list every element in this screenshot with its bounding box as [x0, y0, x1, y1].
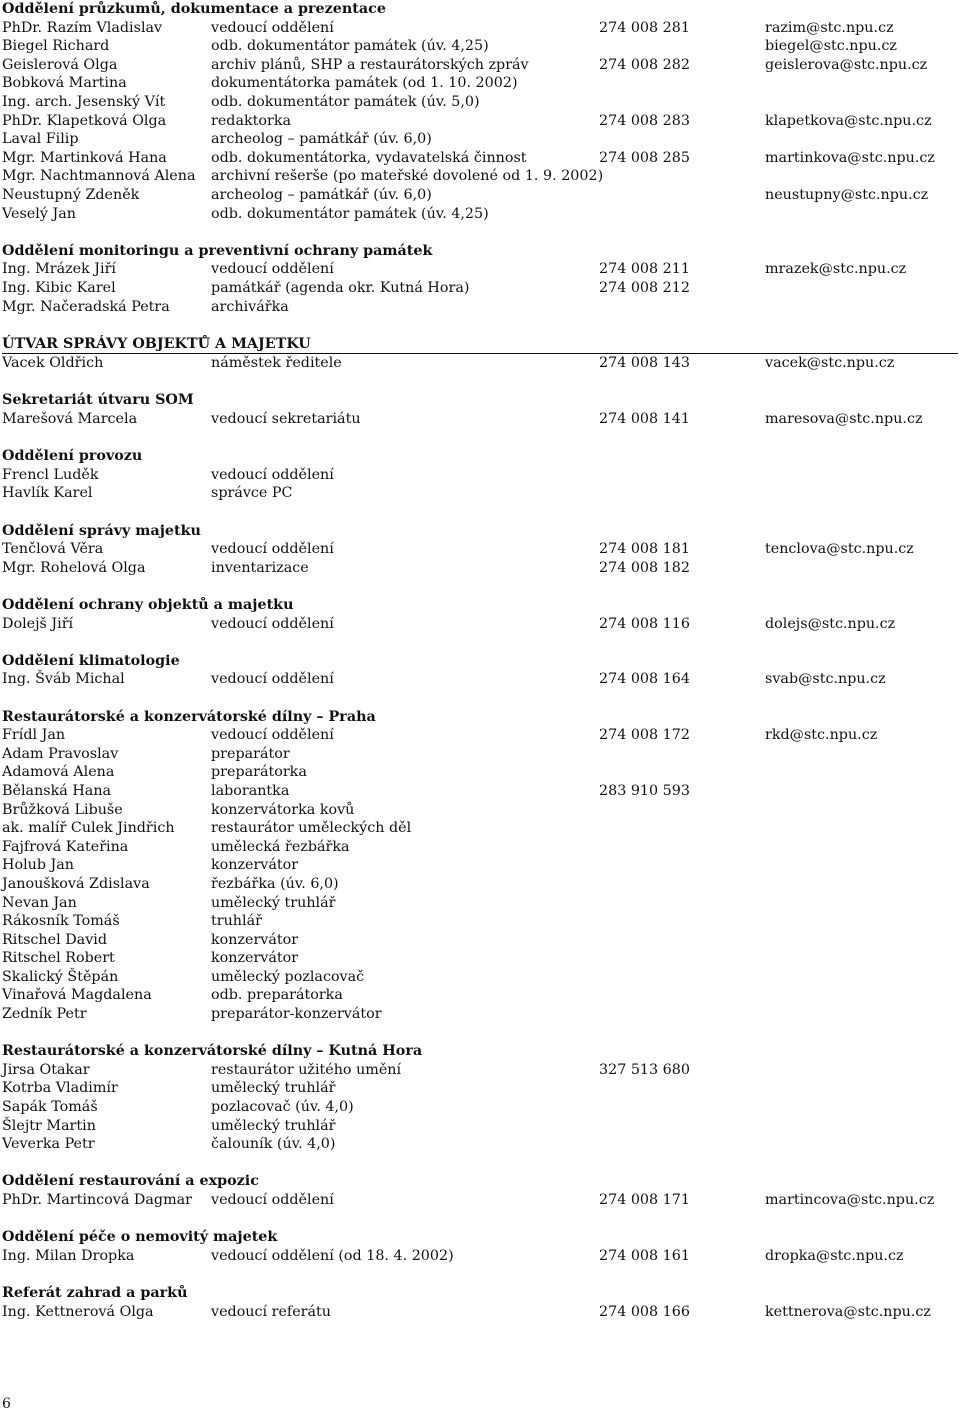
staff-phone: 274 008 283 [599, 112, 690, 129]
staff-email: dolejs@stc.npu.cz [765, 615, 896, 632]
staff-phone: 274 008 181 [599, 541, 690, 558]
staff-role: umělecký truhlář [211, 1080, 336, 1097]
staff-name: Ing. Milan Dropka [2, 1247, 135, 1264]
staff-role: odb. preparátorka [211, 987, 343, 1004]
staff-role: vedoucí oddělení [211, 541, 334, 558]
staff-email: svab@stc.npu.cz [765, 671, 886, 688]
section [2, 0, 958, 223]
staff-row [2, 130, 958, 149]
staff-role: preparátorka [211, 764, 307, 781]
section-heading: Oddělení průzkumů, dokumentace a prezentace [2, 1, 386, 17]
staff-row [2, 540, 958, 559]
staff-row [2, 1061, 958, 1080]
staff-row [2, 801, 958, 820]
staff-name: Sapák Tomáš [2, 1099, 98, 1116]
staff-row [2, 1005, 958, 1024]
staff-name: Ritschel Robert [2, 950, 115, 967]
staff-row [2, 875, 958, 894]
staff-name: Dolejš Jiří [2, 615, 74, 632]
staff-role: redaktorka [211, 112, 292, 129]
staff-phone: 274 008 164 [599, 671, 690, 688]
staff-name: Marešová Marcela [2, 411, 138, 428]
staff-name: Ing. Mrázek Jiří [2, 261, 117, 278]
staff-row [2, 149, 958, 168]
staff-row [2, 410, 958, 429]
staff-role: umělecký pozlacovač [211, 968, 365, 985]
staff-role: umělecká řezbářka [211, 838, 350, 855]
staff-row [2, 112, 958, 131]
staff-role: správce PC [211, 485, 293, 502]
staff-role: vedoucí oddělení (od 18. 4. 2002) [211, 1247, 454, 1264]
staff-email: martinkova@stc.npu.cz [765, 149, 935, 166]
section [2, 335, 958, 373]
section [2, 708, 958, 1024]
staff-row [2, 205, 958, 224]
staff-phone: 274 008 171 [599, 1192, 690, 1208]
staff-name: Bělanská Hana [2, 782, 112, 799]
staff-email: mrazek@stc.npu.cz [765, 261, 907, 278]
section-heading: Oddělení péče o nemovitý majetek [2, 1229, 278, 1246]
staff-role: dokumentátorka památek (od 1. 10. 2002) [211, 75, 518, 92]
staff-role: umělecký truhlář [211, 894, 336, 911]
staff-row [2, 484, 958, 503]
staff-row [2, 19, 958, 38]
section-heading: Oddělení správy majetku [2, 522, 201, 539]
staff-row [2, 838, 958, 857]
section-heading: Oddělení provozu [2, 448, 143, 465]
staff-row [2, 74, 958, 93]
staff-phone: 283 910 593 [599, 782, 690, 799]
section [2, 596, 958, 633]
staff-role: preparátor-konzervátor [211, 1006, 382, 1023]
staff-name: Ing. Kibic Karel [2, 279, 116, 296]
staff-directory [2, 0, 958, 1321]
staff-role: odb. dokumentátor památek (úv. 5,0) [211, 93, 480, 110]
staff-phone: 274 008 116 [599, 615, 690, 632]
staff-row [2, 782, 958, 801]
staff-role: odb. dokumentátor památek (úv. 4,25) [211, 205, 489, 222]
staff-phone: 274 008 212 [599, 279, 690, 296]
staff-role: odb. dokumentátor památek (úv. 4,25) [211, 38, 489, 55]
staff-email: kettnerova@stc.npu.cz [765, 1303, 931, 1320]
staff-row [2, 1135, 958, 1154]
section [2, 1172, 958, 1209]
staff-row [2, 1303, 958, 1322]
section-heading: Oddělení ochrany objektů a majetku [2, 597, 294, 613]
staff-role: vedoucí oddělení [211, 727, 334, 744]
staff-name: Zedník Petr [2, 1006, 87, 1023]
staff-row [2, 670, 958, 689]
staff-name: Mgr. Martinková Hana [2, 149, 167, 166]
staff-role: pozlacovač (úv. 4,0) [211, 1099, 354, 1116]
staff-email: maresova@stc.npu.cz [765, 411, 923, 428]
staff-row [2, 354, 958, 373]
section-heading: Oddělení monitoringu a preventivní ochrany památek [2, 242, 433, 259]
section [2, 391, 958, 428]
section-heading: Oddělení klimatologie [2, 652, 180, 669]
staff-email: biegel@stc.npu.cz [765, 38, 897, 55]
staff-row [2, 931, 958, 950]
staff-name: Frencl Luděk [2, 466, 99, 483]
staff-name: Ing. Šváb Michal [2, 671, 125, 688]
staff-role: památkář (agenda okr. Kutná Hora) [211, 279, 470, 296]
staff-row [2, 1117, 958, 1136]
staff-name: PhDr. Razím Vladislav [2, 19, 163, 36]
staff-role: řezbářka (úv. 6,0) [211, 875, 339, 892]
section [2, 242, 958, 316]
staff-name: Ing. arch. Jesenský Vít [2, 93, 166, 110]
staff-email: geislerova@stc.npu.cz [765, 56, 928, 73]
staff-name: Laval Filip [2, 131, 79, 148]
staff-role: laborantka [211, 782, 290, 799]
staff-name: Jirsa Otakar [2, 1061, 90, 1078]
staff-name: Nevan Jan [2, 894, 77, 911]
staff-row [2, 466, 958, 485]
staff-row [2, 260, 958, 279]
staff-phone: 274 008 161 [599, 1247, 690, 1264]
staff-role: archiv plánů, SHP a restaurátorských zpráv [211, 56, 529, 73]
staff-row [2, 615, 958, 634]
staff-phone: 274 008 285 [599, 149, 690, 166]
staff-row [2, 986, 958, 1005]
staff-row [2, 279, 958, 298]
staff-name: Ritschel David [2, 931, 107, 948]
staff-role: archeolog – památkář (úv. 6,0) [211, 131, 432, 148]
staff-email: tenclova@stc.npu.cz [765, 541, 914, 558]
staff-name: Havlík Karel [2, 485, 93, 502]
section [2, 522, 958, 578]
staff-name: PhDr. Martincová Dagmar [2, 1192, 192, 1208]
staff-row [2, 93, 958, 112]
section-heading: Restaurátorské a konzervátorské dílny – Praha [2, 708, 376, 725]
staff-role: čalouník (úv. 4,0) [211, 1136, 336, 1153]
staff-row [2, 559, 958, 578]
staff-role: odb. dokumentátorka, vydavatelská činnost [211, 149, 527, 166]
staff-email: klapetkova@stc.npu.cz [765, 112, 932, 129]
staff-name: Vacek Oldřich [2, 355, 104, 372]
staff-row [2, 763, 958, 782]
staff-name: Adam Pravoslav [2, 745, 119, 762]
staff-phone: 274 008 172 [599, 727, 690, 744]
staff-name: Skalický Štěpán [2, 968, 119, 985]
staff-name: ak. malíř Culek Jindřich [2, 820, 175, 837]
staff-role: konzervátorka kovů [211, 801, 355, 818]
staff-row [2, 949, 958, 968]
staff-email: martincova@stc.npu.cz [765, 1192, 935, 1208]
staff-name: Geislerová Olga [2, 56, 118, 73]
staff-name: Veselý Jan [2, 205, 76, 222]
staff-email: razim@stc.npu.cz [765, 19, 894, 36]
staff-row [2, 968, 958, 987]
staff-email: dropka@stc.npu.cz [765, 1247, 904, 1264]
section-heading: Restaurátorské a konzervátorské dílny – Kutná Hora [2, 1043, 423, 1060]
staff-row [2, 1191, 958, 1210]
section-heading: ÚTVAR SPRÁVY OBJEKTŮ A MAJETKU [2, 335, 958, 355]
staff-phone: 274 008 182 [599, 559, 690, 576]
staff-name: Frídl Jan [2, 727, 66, 744]
staff-role: vedoucí oddělení [211, 19, 334, 36]
staff-role: konzervátor [211, 950, 299, 967]
staff-name: Janoušková Zdislava [2, 875, 150, 892]
staff-name: Fajfrová Kateřina [2, 838, 129, 855]
staff-email: vacek@stc.npu.cz [765, 355, 895, 372]
staff-name: Biegel Richard [2, 38, 110, 55]
staff-role: umělecký truhlář [211, 1117, 336, 1134]
staff-role: konzervátor [211, 857, 299, 874]
staff-row [2, 1098, 958, 1117]
staff-row [2, 912, 958, 931]
staff-role: archivářka [211, 298, 289, 315]
staff-role: restaurátor uměleckých děl [211, 820, 412, 837]
staff-name: Kotrba Vladimír [2, 1080, 118, 1097]
staff-name: Mgr. Nachtmannová Alena [2, 168, 196, 185]
section-heading: Oddělení restaurování a expozic [2, 1173, 259, 1190]
staff-role: vedoucí oddělení [211, 1192, 334, 1208]
staff-name: Mgr. Načeradská Petra [2, 298, 170, 315]
staff-role: vedoucí oddělení [211, 261, 334, 278]
staff-phone: 274 008 282 [599, 56, 690, 73]
staff-name: Holub Jan [2, 857, 75, 874]
staff-name: Neustupný Zdeněk [2, 186, 140, 203]
staff-name: PhDr. Klapetková Olga [2, 112, 167, 129]
staff-name: Mgr. Rohelová Olga [2, 559, 146, 576]
staff-row [2, 856, 958, 875]
staff-row [2, 1079, 958, 1098]
section [2, 652, 958, 689]
section [2, 1228, 958, 1265]
staff-email: rkd@stc.npu.cz [765, 727, 878, 744]
staff-role: restaurátor užitého umění [211, 1061, 402, 1078]
staff-row [2, 894, 958, 913]
staff-name: Rákosník Tomáš [2, 913, 120, 930]
staff-row [2, 819, 958, 838]
staff-row [2, 726, 958, 745]
staff-name: Adamová Alena [2, 764, 115, 781]
page-number: 6 [2, 1396, 11, 1412]
staff-row [2, 298, 958, 317]
section-heading: Sekretariát útvaru SOM [2, 392, 194, 409]
staff-row [2, 186, 958, 205]
staff-role: archeolog – památkář (úv. 6,0) [211, 186, 432, 203]
staff-role: konzervátor [211, 931, 299, 948]
section [2, 1284, 958, 1321]
staff-row [2, 745, 958, 764]
staff-role: náměstek ředitele [211, 355, 342, 372]
staff-name: Vinařová Magdalena [2, 987, 152, 1004]
staff-role: vedoucí oddělení [211, 671, 334, 688]
staff-row [2, 1247, 958, 1266]
section [2, 447, 958, 503]
staff-role: preparátor [211, 745, 290, 762]
staff-role: vedoucí referátu [211, 1303, 331, 1320]
staff-role: vedoucí sekretariátu [211, 411, 361, 428]
staff-phone: 274 008 166 [599, 1303, 690, 1320]
staff-name: Veverka Petr [2, 1136, 95, 1153]
staff-phone: 327 513 680 [599, 1061, 690, 1078]
staff-name: Brůžková Libuše [2, 801, 123, 818]
staff-email: neustupny@stc.npu.cz [765, 186, 929, 203]
staff-role: archivní rešerše (po mateřské dovolené od 1. 9. 2002) [211, 168, 604, 185]
staff-role: vedoucí oddělení [211, 466, 334, 483]
staff-row [2, 167, 958, 186]
staff-phone: 274 008 143 [599, 355, 690, 372]
staff-name: Šlejtr Martin [2, 1117, 96, 1134]
staff-role: truhlář [211, 913, 262, 930]
staff-role: inventarizace [211, 559, 309, 576]
staff-name: Bobková Martina [2, 75, 127, 92]
staff-phone: 274 008 141 [599, 411, 690, 428]
staff-name: Tenčlová Věra [2, 541, 104, 558]
staff-role: vedoucí oddělení [211, 615, 334, 632]
staff-name: Ing. Kettnerová Olga [2, 1303, 154, 1320]
staff-row [2, 37, 958, 56]
section [2, 1042, 958, 1154]
section-heading: Referát zahrad a parků [2, 1284, 188, 1301]
staff-phone: 274 008 281 [599, 19, 690, 36]
staff-phone: 274 008 211 [599, 261, 690, 278]
staff-row [2, 56, 958, 75]
